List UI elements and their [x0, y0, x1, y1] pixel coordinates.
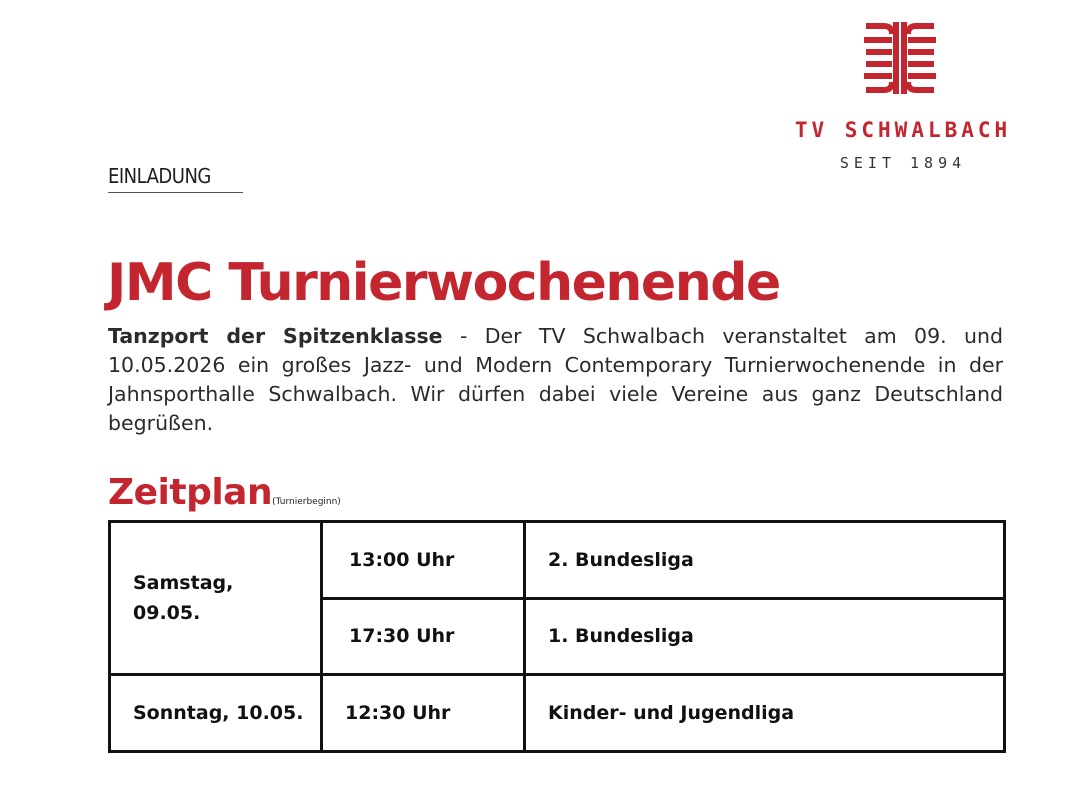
- time-cell: 17:30 Uhr: [322, 598, 525, 675]
- club-name: TV SCHWALBACH: [794, 118, 1012, 142]
- intro-paragraph: [108, 322, 1003, 438]
- tv-schwalbach-emblem-icon: [862, 22, 938, 94]
- time-cell: 12:30 Uhr: [322, 675, 525, 752]
- schedule-title: Zeitplan: [108, 472, 273, 513]
- intro-body: - Der TV Schwalbach veranstaltet am 09. und 10.05.2026 ein großes Jazz- und Modern Contemporary Turnierwochenende in der Jahnsporthalle Schwalbach. Wir dürfen dabei viele Vereine aus ganz Deutschland begrüßen.: [108, 324, 1004, 435]
- club-founded: SEIT 1894: [839, 154, 967, 172]
- club-logo: [790, 20, 1020, 180]
- day-date: 09.05.: [133, 602, 201, 625]
- table-row: [110, 522, 1005, 599]
- schedule-heading: [108, 472, 341, 513]
- schedule-table: [108, 520, 1006, 753]
- table-row: [110, 675, 1005, 752]
- schedule-note: (Turnierbeginn): [272, 497, 341, 507]
- day-cell-sunday: Sonntag, 10.05.: [110, 675, 322, 752]
- time-cell: 13:00 Uhr: [322, 522, 525, 599]
- page-title: JMC Turnierwochenende: [107, 253, 780, 313]
- league-cell: Kinder- und Jugendliga: [525, 675, 1005, 752]
- league-cell: 2. Bundesliga: [525, 522, 1005, 599]
- day-label: Samstag,: [133, 572, 234, 595]
- intro-lead: Tanzport der Spitzenklasse: [108, 324, 443, 348]
- league-cell: 1. Bundesliga: [525, 598, 1005, 675]
- eyebrow-label: EINLADUNG: [108, 164, 243, 193]
- day-cell-saturday: [110, 522, 322, 675]
